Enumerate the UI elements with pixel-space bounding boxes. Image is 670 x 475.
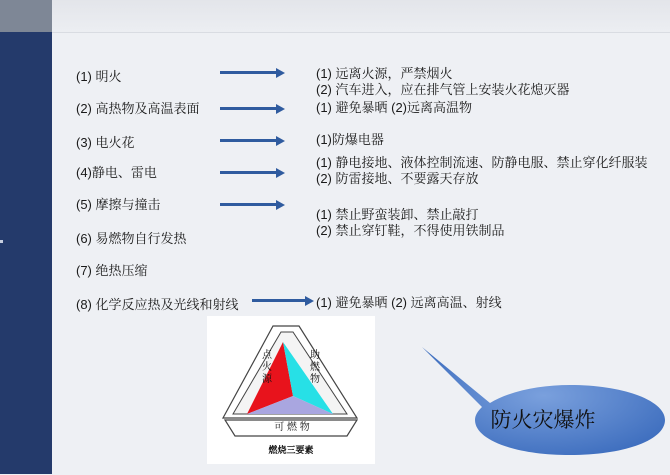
measure-group-open-fire xyxy=(316,66,570,98)
sidebar-marker xyxy=(0,240,3,243)
measure-line: (2) 汽车进入，应在排气管上安装火花熄灭器 xyxy=(316,82,570,97)
measure-line: (1) 禁止野蛮装卸、禁止敲打 xyxy=(316,207,479,222)
cause-self-heating: (6) 易燃物自行发热 xyxy=(76,231,187,246)
cause-open-fire: (1) 明火 xyxy=(76,69,122,84)
fire-triangle-caption: 燃烧三要素 xyxy=(268,445,314,455)
measure-group-chemical xyxy=(316,295,502,311)
measure-group-static-lightning xyxy=(316,155,648,187)
cause-static-lightning: (4)静电、雷电 xyxy=(76,165,157,180)
callout-title: 防火灾爆炸 xyxy=(490,408,596,432)
oxidizer-label: 助 燃 物 xyxy=(310,350,320,385)
measure-line: (1) 避免暴晒 (2)远离高温物 xyxy=(316,100,473,115)
measure-line: (1) 避免暴晒 (2) 远离高温、射线 xyxy=(316,295,502,310)
arrow-right-icon xyxy=(220,136,285,146)
arrow-right-icon xyxy=(220,104,285,114)
sidebar-top-block xyxy=(0,0,52,32)
cause-adiabatic-compression: (7) 绝热压缩 xyxy=(76,263,148,278)
measure-group-friction xyxy=(316,207,505,239)
measure-line: (1)防爆电器 xyxy=(316,132,384,147)
arrow-right-icon xyxy=(252,296,314,306)
ignition-source-label: 点 火 源 xyxy=(262,350,272,385)
arrow-right-icon xyxy=(220,200,285,210)
fuel-label: 可 燃 物 xyxy=(274,422,310,433)
cause-hot-surface: (2) 高热物及高温表面 xyxy=(76,101,200,116)
cause-electric-spark: (3) 电火花 xyxy=(76,135,135,150)
header-band xyxy=(52,0,670,33)
measure-group-hot-surface xyxy=(316,100,472,116)
sidebar xyxy=(0,0,52,474)
cause-chemical-reaction: (8) 化学反应热及光线和射线 xyxy=(76,297,239,312)
cause-friction-impact: (5) 摩擦与撞击 xyxy=(76,197,161,212)
arrow-right-icon xyxy=(220,68,285,78)
measure-line: (2) 防雷接地、不要露天存放 xyxy=(316,171,479,186)
arrow-right-icon xyxy=(220,168,285,178)
measure-line: (1) 远离火源，严禁烟火 xyxy=(316,66,453,81)
fire-triangle-diagram xyxy=(207,316,375,464)
measure-line: (2) 禁止穿钉鞋，不得使用铁制品 xyxy=(316,223,505,238)
measure-group-electric-spark xyxy=(316,132,384,148)
measure-line: (1) 静电接地、液体控制流速、防静电服、禁止穿化纤服装 xyxy=(316,155,648,170)
fire-triangle-graphic xyxy=(207,316,375,464)
